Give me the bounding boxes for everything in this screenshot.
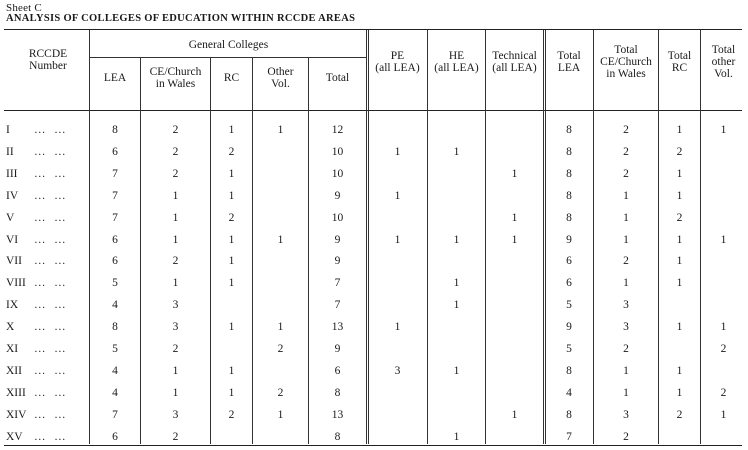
rccde-number-cell [6,382,90,404]
cell-tce: 3 [623,408,629,421]
cell-other [253,163,308,185]
cell-pe [368,250,427,272]
cell-tother: 1 [720,408,727,421]
cell-tce: 2 [623,255,629,268]
header-pe: PE (all LEA) [375,50,420,74]
cell-lea: 6 [112,145,118,158]
table-top-rule [4,29,742,30]
cell-pe [368,207,427,229]
rccde-numeral: VIII [6,277,26,290]
rccde-numeral: IV [6,189,19,202]
leader-dots: … … [34,364,66,377]
header-bottom-rule [4,110,742,111]
cell-trc [659,338,700,360]
cell-tce: 2 [623,145,629,158]
cell-tother [701,426,746,448]
cell-pe [368,426,427,448]
sheet-label: Sheet C [6,2,42,14]
cell-tother: 2 [720,343,727,355]
cell-tce: 1 [623,233,629,246]
cell-total: 10 [331,167,344,180]
table-row [0,360,748,382]
general-colleges-rule [90,57,367,58]
cell-lea: 4 [112,364,118,377]
cell-tce: 2 [623,343,629,355]
cell-total: 9 [334,233,341,246]
cell-lea: 8 [112,321,118,334]
leader-dots: … … [34,211,66,224]
rccde-number-cell [6,360,90,382]
rccde-numeral: V [6,211,15,224]
cell-total: 8 [334,430,341,443]
cell-trc: 1 [676,386,683,399]
cell-tlea: 5 [566,299,572,312]
cell-trc: 1 [676,364,683,377]
cell-tother [701,185,746,207]
rccde-numeral: VII [6,255,22,268]
cell-ce: 2 [172,145,179,158]
header-ce-church: CE/Church in Wales [149,66,202,90]
cell-tech [486,338,543,360]
rccde-number-cell [6,294,90,316]
leader-dots: … … [34,321,66,334]
cell-total: 13 [331,408,344,421]
rccde-number-cell [6,426,90,448]
cell-tlea: 8 [566,145,572,158]
header-lea: LEA [103,72,127,84]
cell-pe: 1 [394,321,401,334]
header-total-ce-church: Total CE/Church in Wales [600,44,652,80]
cell-trc: 1 [676,233,683,246]
table-row [0,163,748,185]
cell-rc [211,426,252,448]
cell-ce: 2 [172,343,179,355]
cell-pe [368,163,427,185]
rccde-number-cell [6,404,90,426]
rccde-number-cell [6,316,90,338]
header-he: HE (all LEA) [434,50,479,74]
rccde-numeral: IX [6,299,19,312]
cell-ce: 1 [172,277,179,290]
leader-dots: … … [34,145,66,158]
table-row [0,185,748,207]
cell-tech [486,426,543,448]
cell-tother: 2 [720,386,727,399]
table-row [0,338,748,360]
cell-rc: 1 [228,167,235,180]
cell-tlea: 9 [566,233,572,246]
cell-other: 1 [277,321,284,334]
cell-other [253,250,308,272]
cell-tech [486,185,543,207]
cell-tech: 1 [511,211,518,224]
cell-tlea: 5 [566,343,572,355]
cell-total: 13 [331,321,344,334]
cell-lea: 6 [112,233,118,246]
cell-ce: 2 [172,124,179,136]
cell-ce: 3 [172,299,179,312]
cell-total: 10 [331,145,344,158]
cell-pe: 3 [394,364,401,377]
table-row [0,119,748,141]
cell-pe [368,338,427,360]
cell-total: 10 [331,211,344,224]
cell-total: 8 [334,386,341,399]
cell-tother [701,360,746,382]
header-general-colleges: General Colleges [188,39,269,51]
rccde-numeral: II [6,145,14,158]
cell-trc: 1 [676,277,683,290]
cell-total: 12 [331,124,344,136]
header-total-lea: Total LEA [557,50,581,74]
cell-total: 6 [334,364,341,377]
cell-rc [211,294,252,316]
rccde-numeral: XV [6,430,23,443]
leader-dots: … … [34,255,66,268]
rccde-number-cell [6,207,90,229]
cell-pe [368,382,427,404]
leader-dots: … … [34,408,66,421]
cell-other [253,207,308,229]
rccde-numeral: XIII [6,386,26,399]
cell-tce: 1 [623,364,629,377]
cell-ce: 2 [172,167,179,180]
rccde-numeral: X [6,321,15,334]
cell-rc: 1 [228,233,235,246]
cell-tce: 3 [623,299,629,312]
cell-lea: 4 [112,299,118,312]
cell-trc [659,426,700,448]
cell-tech [486,382,543,404]
header-total-rc: Total RC [667,50,692,74]
cell-other: 1 [277,408,284,421]
leader-dots: … … [34,124,66,136]
cell-total: 9 [334,343,341,355]
cell-pe: 1 [394,145,401,158]
cell-he: 1 [453,233,460,246]
table-row [0,229,748,251]
cell-tech [486,272,543,294]
cell-tother [701,250,746,272]
cell-tlea: 4 [566,386,572,399]
cell-rc: 1 [228,364,235,377]
cell-he: 1 [453,145,460,158]
cell-tech: 1 [511,408,518,421]
table-row [0,426,748,448]
cell-lea: 8 [112,124,118,136]
cell-trc: 1 [676,167,683,180]
header-rccde-number: RCCDE Number [28,48,68,72]
cell-rc: 1 [228,255,235,268]
rccde-number-cell [6,141,90,163]
rccde-number-cell [6,185,90,207]
cell-tce: 2 [623,430,629,443]
leader-dots: … … [34,189,66,202]
cell-rc: 1 [228,189,235,202]
cell-rc: 1 [228,321,235,334]
cell-lea: 5 [112,277,118,290]
cell-rc: 1 [228,386,235,399]
cell-tech [486,294,543,316]
cell-tce: 1 [623,277,629,290]
cell-ce: 2 [172,430,179,443]
cell-rc: 2 [228,408,235,421]
table-row [0,404,748,426]
leader-dots: … … [34,277,66,290]
cell-lea: 7 [112,167,118,180]
cell-pe [368,119,427,141]
cell-tother [701,207,746,229]
header-total: Total [325,72,350,84]
cell-tlea: 8 [566,167,572,180]
cell-lea: 7 [112,189,118,202]
cell-tlea: 8 [566,124,572,136]
cell-pe [368,294,427,316]
cell-ce: 3 [172,408,179,421]
cell-he [428,382,485,404]
leader-dots: … … [34,343,66,355]
table-row [0,382,748,404]
table-row [0,294,748,316]
cell-tlea: 8 [566,211,572,224]
cell-tother: 1 [720,321,727,334]
cell-other: 2 [277,386,284,399]
cell-tlea: 6 [566,277,572,290]
cell-ce: 2 [172,255,179,268]
cell-tce: 1 [623,189,629,202]
cell-ce: 1 [172,233,179,246]
cell-ce: 1 [172,386,179,399]
cell-other [253,141,308,163]
cell-pe [368,272,427,294]
rccde-numeral: III [6,167,18,180]
cell-he [428,207,485,229]
cell-lea: 6 [112,430,118,443]
cell-other [253,185,308,207]
cell-pe [368,404,427,426]
cell-tce: 2 [623,167,629,180]
cell-rc: 1 [228,277,235,290]
cell-tlea: 8 [566,364,572,377]
cell-total: 7 [334,277,341,290]
rccde-numeral: VI [6,233,19,246]
cell-he [428,404,485,426]
cell-tlea: 8 [566,408,572,421]
rccde-numeral: XI [6,343,19,355]
cell-tce: 1 [623,211,629,224]
cell-tce: 1 [623,386,629,399]
cell-trc: 2 [676,211,683,224]
rccde-number-cell [6,119,90,141]
cell-other: 1 [277,124,284,136]
cell-tech: 1 [511,233,518,246]
cell-lea: 4 [112,386,118,399]
cell-tech: 1 [511,167,518,180]
cell-he [428,338,485,360]
cell-tech [486,316,543,338]
cell-tother [701,141,746,163]
rccde-numeral: I [6,124,10,136]
cell-other: 2 [277,343,284,355]
header-technical: Technical (all LEA) [492,50,537,74]
cell-tother [701,294,746,316]
leader-dots: … … [34,386,66,399]
cell-tce: 2 [623,124,629,136]
cell-rc: 1 [228,124,235,136]
cell-rc: 2 [228,145,235,158]
cell-tlea: 8 [566,189,572,202]
leader-dots: … … [34,430,66,443]
cell-trc: 1 [676,124,683,136]
cell-he: 1 [453,364,460,377]
header-total-other-vol: Total other Vol. [711,44,736,80]
cell-other [253,272,308,294]
table-row [0,207,748,229]
cell-pe: 1 [394,233,401,246]
cell-lea: 6 [112,255,118,268]
cell-tlea: 7 [566,430,572,443]
leader-dots: … … [34,167,66,180]
cell-trc: 2 [676,145,683,158]
rccde-number-cell [6,250,90,272]
table-row [0,141,748,163]
rccde-numeral: XII [6,364,22,377]
leader-dots: … … [34,233,66,246]
cell-trc: 1 [676,255,683,268]
table-row [0,316,748,338]
cell-tech [486,360,543,382]
cell-trc [659,294,700,316]
cell-ce: 1 [172,189,179,202]
rccde-number-cell [6,163,90,185]
cell-other [253,426,308,448]
rccde-number-cell [6,338,90,360]
cell-pe: 1 [394,189,401,202]
rccde-number-cell [6,272,90,294]
table-row [0,250,748,272]
cell-rc: 2 [228,211,235,224]
cell-lea: 7 [112,408,118,421]
cell-he [428,163,485,185]
cell-ce: 3 [172,321,179,334]
cell-trc: 1 [676,321,683,334]
cell-tce: 3 [623,321,629,334]
header-rc: RC [223,72,240,84]
cell-tlea: 9 [566,321,572,334]
cell-tech [486,250,543,272]
cell-he [428,316,485,338]
leader-dots: … … [34,299,66,312]
cell-ce: 1 [172,211,179,224]
cell-tech [486,119,543,141]
cell-he [428,119,485,141]
cell-tlea: 6 [566,255,572,268]
cell-total: 7 [334,299,341,312]
cell-tother [701,272,746,294]
cell-he [428,250,485,272]
cell-lea: 5 [112,343,118,355]
cell-other [253,360,308,382]
cell-total: 9 [334,255,341,268]
rccde-numeral: XIV [6,408,27,421]
cell-he [428,185,485,207]
cell-other [253,294,308,316]
document-title: ANALYSIS OF COLLEGES OF EDUCATION WITHIN RCCDE AREAS [6,13,356,24]
cell-trc: 1 [676,189,683,202]
header-other-vol: Other Vol. [267,66,294,90]
cell-lea: 7 [112,211,118,224]
cell-tother: 1 [720,233,727,246]
cell-he: 1 [453,430,460,443]
cell-he: 1 [453,299,460,312]
rccde-number-cell [6,229,90,251]
cell-tother: 1 [720,124,727,136]
cell-he: 1 [453,277,460,290]
table-row [0,272,748,294]
cell-rc [211,338,252,360]
cell-trc: 2 [676,408,683,421]
cell-total: 9 [334,189,341,202]
cell-tech [486,141,543,163]
cell-ce: 1 [172,364,179,377]
cell-other: 1 [277,233,284,246]
cell-tother [701,163,746,185]
